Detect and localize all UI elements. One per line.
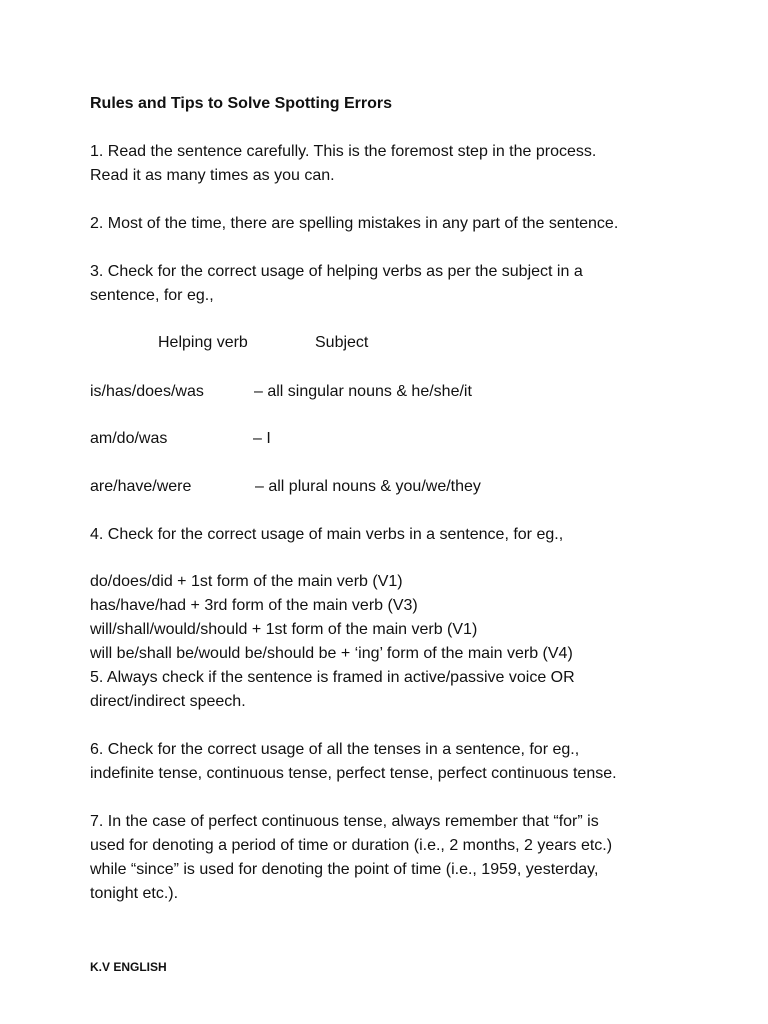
table-row-verbs: am/do/was xyxy=(90,430,168,447)
rule-1-line-2: Read it as many times as you can. xyxy=(90,167,335,184)
rule-4-line-1: 4. Check for the correct usage of main verbs in a sentence, for eg., xyxy=(90,526,564,543)
table-row-subject: – all plural nouns & you/we/they xyxy=(255,478,481,495)
page-footer: K.V ENGLISH xyxy=(90,960,167,974)
rule-4-example: do/does/did + 1st form of the main verb (V1) xyxy=(90,573,403,590)
rule-5-line-2: direct/indirect speech. xyxy=(90,693,246,710)
rule-6-line-2: indefinite tense, continuous tense, perfect tense, perfect continuous tense. xyxy=(90,765,617,782)
rule-7-line-3: while “since” is used for denoting the point of time (i.e., 1959, yesterday, xyxy=(90,861,599,878)
rule-4-example: will/shall/would/should + 1st form of the main verb (V1) xyxy=(90,621,478,638)
rule-4-example: will be/shall be/would be/should be + ‘ing’ form of the main verb (V4) xyxy=(90,645,573,662)
rule-3-line-2: sentence, for eg., xyxy=(90,287,214,304)
rule-3-line-1: 3. Check for the correct usage of helping verbs as per the subject in a xyxy=(90,263,583,280)
page-title: Rules and Tips to Solve Spotting Errors xyxy=(90,95,392,112)
table-row-verbs: is/has/does/was xyxy=(90,383,204,400)
rule-4-example: has/have/had + 3rd form of the main verb (V3) xyxy=(90,597,418,614)
rule-1-line-1: 1. Read the sentence carefully. This is the foremost step in the process. xyxy=(90,143,597,160)
table-header-helping-verb: Helping verb xyxy=(158,334,248,351)
table-row-verbs: are/have/were xyxy=(90,478,192,495)
rule-6-line-1: 6. Check for the correct usage of all the tenses in a sentence, for eg., xyxy=(90,741,580,758)
rule-7-line-2: used for denoting a period of time or duration (i.e., 2 months, 2 years etc.) xyxy=(90,837,613,854)
rule-2-line-1: 2. Most of the time, there are spelling mistakes in any part of the sentence. xyxy=(90,215,619,232)
rule-7-line-1: 7. In the case of perfect continuous tense, always remember that “for” is xyxy=(90,813,599,830)
rule-5-line-1: 5. Always check if the sentence is framed in active/passive voice OR xyxy=(90,669,575,686)
table-header-subject: Subject xyxy=(315,334,369,351)
table-row-subject: – all singular nouns & he/she/it xyxy=(254,383,472,400)
rule-7-line-4: tonight etc.). xyxy=(90,885,179,902)
table-row-subject: – I xyxy=(253,430,271,447)
